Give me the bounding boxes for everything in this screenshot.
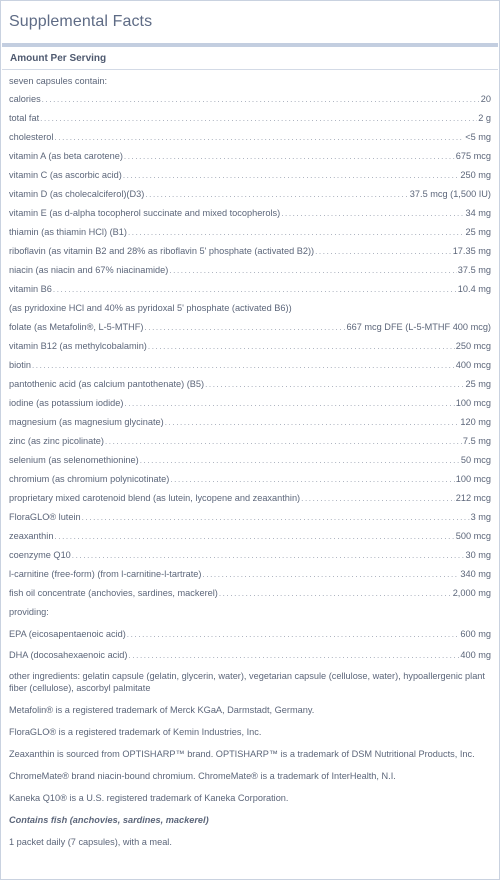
nutrient-value: 30 mg <box>465 550 491 560</box>
nutrient-row <box>9 264 491 276</box>
nutrient-label: zeaxanthin <box>9 531 54 541</box>
nutrient-row <box>9 169 491 181</box>
allergen-statement: Contains fish (anchovies, sardines, mackerel) <box>9 815 209 825</box>
dot-leader <box>123 170 460 182</box>
nutrient-label: l-carnitine (free-form) (from l-carnitine-l-tartrate) <box>9 569 202 579</box>
directions: 1 packet daily (7 capsules), with a meal. <box>9 837 172 847</box>
nutrient-value: 120 mg <box>460 417 491 427</box>
nutrient-row <box>9 93 491 105</box>
nutrient-row <box>9 416 491 428</box>
nutrient-row <box>9 492 491 504</box>
dot-leader <box>165 417 460 429</box>
nutrient-label: vitamin A (as beta carotene) <box>9 151 123 161</box>
nutrient-value: 400 mcg <box>455 360 491 370</box>
nutrient-value: 667 mcg DFE (L-5-MTHF 400 mcg) <box>346 322 491 332</box>
nutrient-value: 10.4 mg <box>457 284 491 294</box>
nutrient-row <box>9 340 491 352</box>
nutrient-row <box>9 359 491 371</box>
nutrient-value: 250 mcg <box>455 341 491 351</box>
nutrient-value: 37.5 mcg (1,500 IU) <box>409 189 491 199</box>
nutrient-row <box>9 283 491 295</box>
dot-leader <box>105 436 462 448</box>
nutrient-row <box>9 150 491 162</box>
dot-leader <box>32 360 455 372</box>
nutrient-label: magnesium (as magnesium glycinate) <box>9 417 164 427</box>
nutrient-label: FloraGLO® lutein <box>9 512 81 522</box>
nutrient-row <box>9 511 491 523</box>
nutrient-label: pantothenic acid (as calcium pantothenate) (B5) <box>9 379 205 389</box>
nutrient-label: biotin <box>9 360 31 370</box>
dot-leader <box>281 208 464 220</box>
nutrient-label: chromium (as chromium polynicotinate) <box>9 474 170 484</box>
nutrient-list-a <box>9 93 491 295</box>
dot-leader <box>301 493 455 505</box>
nutrient-label: coenzyme Q10 <box>9 550 71 560</box>
nutrient-list-b <box>9 321 491 599</box>
dot-leader <box>42 94 480 106</box>
nutrient-row <box>9 226 491 238</box>
nutrient-label: thiamin (as thiamin HCl) (B1) <box>9 227 127 237</box>
nutrient-value: <5 mg <box>465 132 491 142</box>
dot-leader <box>124 151 455 163</box>
nutrient-value: 212 mcg <box>455 493 491 503</box>
nutrient-value: 2,000 mg <box>452 588 491 598</box>
nutrient-value: 2 g <box>478 113 491 123</box>
dot-leader <box>53 284 457 296</box>
facts-content <box>9 75 491 848</box>
amount-per-serving-header: Amount Per Serving <box>10 53 107 64</box>
nutrient-row <box>9 245 491 257</box>
nutrient-label: DHA (docosahexaenoic acid) <box>9 650 128 660</box>
dot-leader <box>219 588 452 600</box>
nutrient-row <box>9 628 491 640</box>
nutrient-label: cholesterol <box>9 132 54 142</box>
other-ingredients: other ingredients: gelatin capsule (gelatin, glycerin, water), vegetarian capsule (cellulose, water), hypoallergenic plant fiber (cellulose), ascorbyl palmitate <box>9 671 485 693</box>
nutrient-label: EPA (eicosapentaenoic acid) <box>9 629 126 639</box>
dot-leader <box>148 341 455 353</box>
nutrient-label: iodine (as potassium iodide) <box>9 398 124 408</box>
trademark-note: ChromeMate® brand niacin-bound chromium. ChromeMate® is a trademark of InterHealth, N.I. <box>9 771 396 781</box>
nutrient-value: 25 mg <box>465 227 491 237</box>
dot-leader <box>72 550 465 562</box>
nutrient-row <box>9 378 491 390</box>
nutrient-label: vitamin E (as d-alpha tocopherol succinate and mixed tocopherols) <box>9 208 281 218</box>
nutrient-row <box>9 454 491 466</box>
dot-leader <box>128 227 465 239</box>
dot-leader <box>144 322 345 334</box>
dot-leader <box>40 113 477 125</box>
nutrient-label: selenium (as selenomethionine) <box>9 455 139 465</box>
nutrient-value: 100 mcg <box>455 474 491 484</box>
nutrient-value: 100 mcg <box>455 398 491 408</box>
nutrient-label: vitamin B12 (as methylcobalamin) <box>9 341 147 351</box>
dot-leader <box>54 132 464 144</box>
nutrient-value: 250 mg <box>460 170 491 180</box>
nutrient-label: vitamin D (as cholecalciferol)(D3) <box>9 189 145 199</box>
nutrient-value: 7.5 mg <box>462 436 491 446</box>
nutrient-list-c <box>9 628 491 661</box>
nutrient-row <box>9 473 491 485</box>
nutrient-value: 20 <box>480 94 491 104</box>
b6-note: (as pyridoxine HCl and 40% as pyridoxal 5' phosphate (activated B6)) <box>9 303 292 313</box>
nutrient-value: 3 mg <box>470 512 491 522</box>
dot-leader <box>140 455 460 467</box>
trademark-note: FloraGLO® is a registered trademark of Kemin Industries, Inc. <box>9 727 262 737</box>
nutrient-row <box>9 435 491 447</box>
nutrient-row <box>9 321 491 333</box>
nutrient-value: 50 mcg <box>460 455 491 465</box>
dot-leader <box>315 246 452 258</box>
nutrient-value: 400 mg <box>460 650 491 660</box>
serving-intro: seven capsules contain: <box>9 76 108 86</box>
nutrient-row <box>9 112 491 124</box>
nutrient-row <box>9 188 491 200</box>
thick-divider <box>2 43 498 47</box>
nutrient-label: calories <box>9 94 41 104</box>
nutrient-row <box>9 207 491 219</box>
trademark-note: Metafolin® is a registered trademark of Merck KGaA, Darmstadt, Germany. <box>9 705 315 715</box>
thin-divider <box>2 69 498 70</box>
nutrient-label: proprietary mixed carotenoid blend (as lutein, lycopene and zeaxanthin) <box>9 493 301 503</box>
providing-label: providing: <box>9 607 49 617</box>
dot-leader <box>205 379 464 391</box>
dot-leader <box>169 265 456 277</box>
nutrient-label: vitamin C (as ascorbic acid) <box>9 170 122 180</box>
nutrient-label: riboflavin (as vitamin B2 and 28% as riboflavin 5' phosphate (activated B2)) <box>9 246 315 256</box>
nutrient-value: 500 mcg <box>455 531 491 541</box>
nutrient-label: total fat <box>9 113 40 123</box>
dot-leader <box>127 629 460 641</box>
nutrient-label: vitamin B6 <box>9 284 52 294</box>
dot-leader <box>82 512 470 524</box>
nutrient-value: 17.35 mg <box>452 246 491 256</box>
dot-leader <box>202 569 459 581</box>
nutrient-value: 37.5 mg <box>457 265 491 275</box>
nutrient-row <box>9 530 491 542</box>
nutrient-row <box>9 397 491 409</box>
trademark-note: Zeaxanthin is sourced from OPTISHARP™ brand. OPTISHARP™ is a trademark of DSM Nutritional Products, Inc. <box>9 749 475 759</box>
nutrient-row <box>9 587 491 599</box>
trademark-note: Kaneka Q10® is a U.S. registered trademark of Kaneka Corporation. <box>9 793 289 803</box>
nutrient-row <box>9 131 491 143</box>
nutrient-label: fish oil concentrate (anchovies, sardines, mackerel) <box>9 588 218 598</box>
panel-title: Supplemental Facts <box>9 13 153 30</box>
dot-leader <box>145 189 409 201</box>
dot-leader <box>124 398 454 410</box>
nutrient-row <box>9 568 491 580</box>
nutrient-value: 675 mcg <box>455 151 491 161</box>
nutrient-label: zinc (as zinc picolinate) <box>9 436 104 446</box>
nutrient-value: 600 mg <box>460 629 491 639</box>
nutrient-value: 340 mg <box>460 569 491 579</box>
nutrient-label: folate (as Metafolin®, L-5-MTHF) <box>9 322 144 332</box>
dot-leader <box>128 650 459 662</box>
nutrient-row <box>9 549 491 561</box>
nutrient-value: 25 mg <box>465 379 491 389</box>
nutrient-value: 34 mg <box>465 208 491 218</box>
dot-leader <box>170 474 454 486</box>
nutrient-label: niacin (as niacin and 67% niacinamide) <box>9 265 169 275</box>
dot-leader <box>54 531 454 543</box>
nutrient-row <box>9 649 491 661</box>
